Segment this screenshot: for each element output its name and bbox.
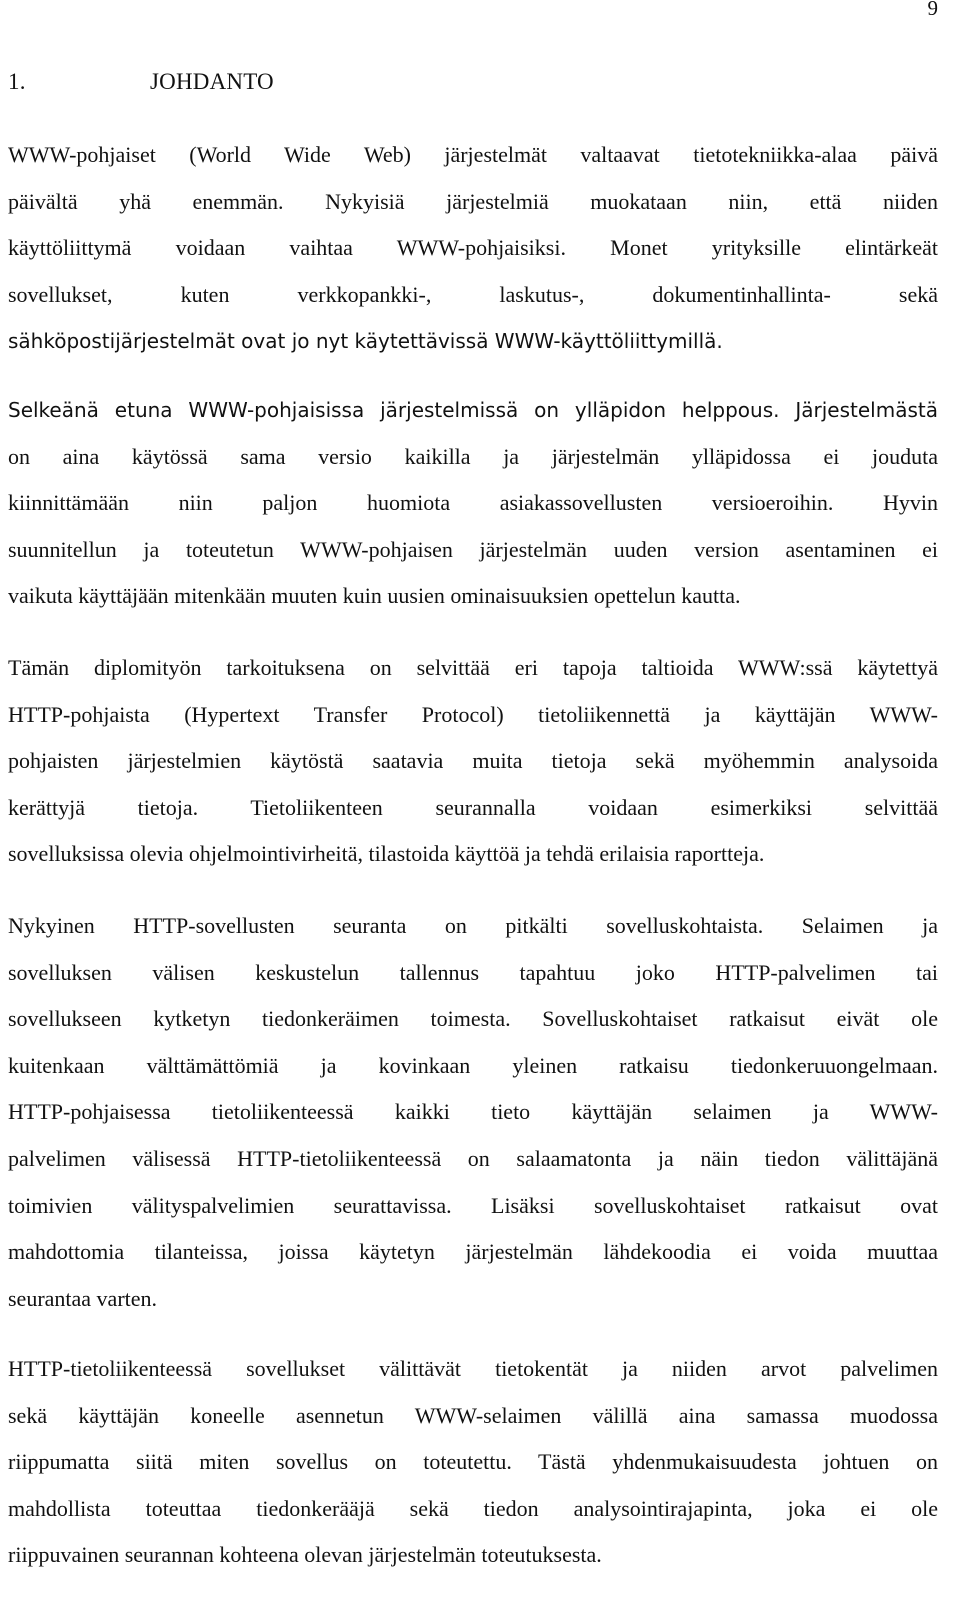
paragraph-line: sekä käyttäjän koneelle asennetun WWW-selaimen välillä aina samassa muodossa xyxy=(8,1402,938,1428)
paragraph-line: sovelluksen välisen keskustelun tallennus tapahtuu joko HTTP-palvelimen tai xyxy=(8,959,938,985)
page-number: 9 xyxy=(927,0,938,20)
paragraph-line: sovellukset, kuten verkkopankki-, laskutus-, dokumentinhallinta- sekä xyxy=(8,281,938,307)
paragraph-line: päivältä yhä enemmän. Nykyisiä järjestelmiä muokataan niin, että niiden xyxy=(8,188,938,214)
paragraph-line: suunnitellun ja toteutetun WWW-pohjaisen järjestelmän uuden version asentaminen ei xyxy=(8,536,938,562)
paragraph-line: sovelluksissa olevia ohjelmointivirheitä, tilastoida käyttöä ja tehdä erilaisia raportteja. xyxy=(8,841,765,867)
paragraph-line: kiinnittämään niin paljon huomiota asiakassovellusten versioeroihin. Hyvin xyxy=(8,490,938,516)
paragraph-line: riippumatta siitä miten sovellus on toteutettu. Tästä yhdenmukaisuudesta johtuen on xyxy=(8,1449,938,1475)
section-number: 1. xyxy=(8,69,26,94)
paragraph-line: palvelimen välisessä HTTP-tietoliikenteessä on salaamatonta ja näin tiedon välittäjänä xyxy=(8,1145,938,1171)
paragraph-line: sähköpostijärjestelmät ovat jo nyt käytettävissä WWW-käyttöliittymillä. xyxy=(8,329,723,354)
paragraph-5 xyxy=(8,1346,938,1579)
paragraph-2 xyxy=(8,387,938,620)
paragraph-3 xyxy=(8,645,938,878)
paragraph-line: HTTP-pohjaista (Hypertext Transfer Protocol) tietoliikennettä ja käyttäjän WWW- xyxy=(8,701,938,727)
paragraph-line: pohjaisten järjestelmien käytöstä saatavia muita tietoja sekä myöhemmin analysoida xyxy=(8,748,938,774)
paragraph-line: Selkeänä etuna WWW-pohjaisissa järjestelmissä on ylläpidon helppous. Järjestelmästä xyxy=(8,398,938,422)
paragraph-line: kerättyjä tietoja. Tietoliikenteen seurannalla voidaan esimerkiksi selvittää xyxy=(8,794,938,820)
paragraph-line: Tämän diplomityön tarkoituksena on selvittää eri tapoja taltioida WWW:ssä käytettyä xyxy=(8,655,938,680)
paragraph-line: toimivien välityspalvelimien seurattavissa. Lisäksi sovelluskohtaiset ratkaisut ovat xyxy=(8,1192,938,1218)
paragraph-1 xyxy=(8,132,938,365)
paragraph-line: mahdollista toteuttaa tiedonkerääjä sekä tiedon analysointirajapinta, joka ei ole xyxy=(8,1495,938,1521)
paragraph-line: HTTP-tietoliikenteessä sovellukset välittävät tietokentät ja niiden arvot palvelimen xyxy=(8,1356,938,1381)
paragraph-line: mahdottomia tilanteissa, joissa käytetyn järjestelmän lähdekoodia ei voida muuttaa xyxy=(8,1239,938,1265)
paragraph-line: Nykyinen HTTP-sovellusten seuranta on pitkälti sovelluskohtaista. Selaimen ja xyxy=(8,913,938,938)
paragraph-line: kuitenkaan välttämättömiä ja kovinkaan yleinen ratkaisu tiedonkeruuongelmaan. xyxy=(8,1052,938,1078)
paragraph-line: vaikuta käyttäjään mitenkään muuten kuin uusien ominaisuuksien opettelun kautta. xyxy=(8,583,741,609)
paragraph-line: on aina käytössä sama versio kaikilla ja järjestelmän ylläpidossa ei jouduta xyxy=(8,443,938,469)
paragraph-4 xyxy=(8,903,938,1322)
section-title: JOHDANTO xyxy=(150,69,274,94)
paragraph-line: sovellukseen kytketyn tiedonkeräimen toimesta. Sovelluskohtaiset ratkaisut eivät ole xyxy=(8,1006,938,1032)
paragraph-line: seurantaa varten. xyxy=(8,1285,158,1311)
paragraph-line: riippuvainen seurannan kohteena olevan järjestelmän toteutuksesta. xyxy=(8,1542,602,1568)
paragraph-line: WWW-pohjaiset (World Wide Web) järjestelmät valtaavat tietotekniikka-alaa päivä xyxy=(8,142,938,167)
paragraph-line: HTTP-pohjaisessa tietoliikenteessä kaikki tieto käyttäjän selaimen ja WWW- xyxy=(8,1099,938,1125)
paragraph-line: käyttöliittymä voidaan vaihtaa WWW-pohjaisiksi. Monet yrityksille elintärkeät xyxy=(8,235,938,261)
section-heading xyxy=(8,70,274,93)
